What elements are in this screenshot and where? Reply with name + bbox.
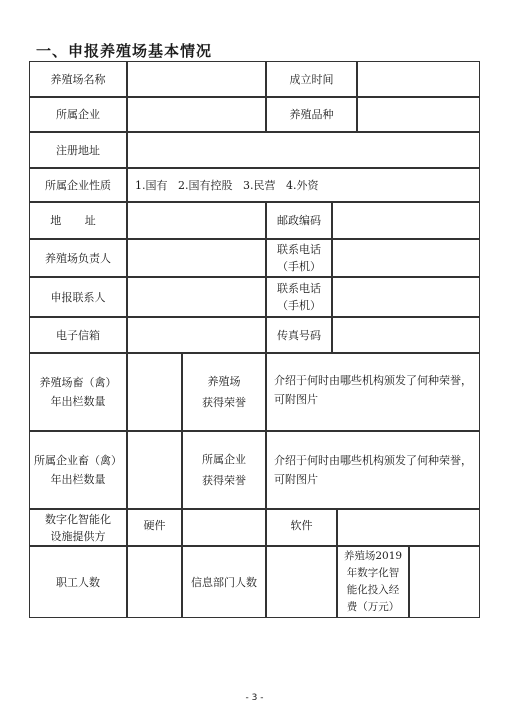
- investment-label: 养殖场2019 年数字化智 能化投入经 费（万元）: [337, 546, 409, 618]
- manager-label: 养殖场负责人: [29, 239, 127, 277]
- section-heading: 一、申报养殖场基本情况: [36, 42, 213, 60]
- staff-label: 职工人数: [29, 546, 127, 618]
- manager-field[interactable]: [127, 239, 266, 277]
- fax-field[interactable]: [332, 317, 480, 353]
- phone-field-1[interactable]: [332, 239, 480, 277]
- reg-address-field[interactable]: [127, 132, 480, 168]
- company-label: 所属企业: [29, 97, 127, 132]
- company-nature-label: 所属企业性质: [29, 168, 127, 202]
- digital-provider-label: 数字化智能化 设施提供方: [29, 509, 127, 546]
- established-label: 成立时间: [266, 61, 357, 97]
- company-honor-label: 所属企业 获得荣誉: [182, 431, 266, 509]
- company-nature-options[interactable]: 1.国有 2.国有控股 3.民营 4.外资: [127, 168, 480, 202]
- contact-label: 申报联系人: [29, 277, 127, 317]
- phone-field-2[interactable]: [332, 277, 480, 317]
- company-field[interactable]: [127, 97, 266, 132]
- farm-livestock-label: 养殖场畜（禽） 年出栏数量: [29, 353, 127, 431]
- breed-field[interactable]: [357, 97, 480, 132]
- farm-honor-label: 养殖场 获得荣誉: [182, 353, 266, 431]
- software-field[interactable]: [337, 509, 480, 546]
- farm-name-label: 养殖场名称: [29, 61, 127, 97]
- it-staff-label: 信息部门人数: [182, 546, 266, 618]
- it-staff-field[interactable]: [266, 546, 337, 618]
- fax-label: 传真号码: [266, 317, 332, 353]
- investment-field[interactable]: [409, 546, 480, 618]
- postcode-label: 邮政编码: [266, 202, 332, 239]
- staff-field[interactable]: [127, 546, 182, 618]
- page-number: - 3 -: [245, 693, 264, 703]
- email-label: 电子信箱: [29, 317, 127, 353]
- breed-label: 养殖品种: [266, 97, 357, 132]
- hardware-field[interactable]: [182, 509, 266, 546]
- address-field[interactable]: [127, 202, 266, 239]
- email-field[interactable]: [127, 317, 266, 353]
- farm-honor-field[interactable]: 介绍于何时由哪些机构颁发了何种荣誉，可附图片: [266, 353, 480, 431]
- phone-label-2: 联系电话 （手机）: [266, 277, 332, 317]
- hardware-label: 硬件: [127, 509, 182, 546]
- company-honor-field[interactable]: 介绍于何时由哪些机构颁发了何种荣誉，可附图片: [266, 431, 480, 509]
- contact-field[interactable]: [127, 277, 266, 317]
- postcode-field[interactable]: [332, 202, 480, 239]
- reg-address-label: 注册地址: [29, 132, 127, 168]
- company-livestock-field[interactable]: [127, 431, 182, 509]
- farm-livestock-field[interactable]: [127, 353, 182, 431]
- address-label: 地 址: [29, 202, 127, 239]
- software-label: 软件: [266, 509, 337, 546]
- company-livestock-label: 所属企业畜（禽） 年出栏数量: [29, 431, 127, 509]
- established-field[interactable]: [357, 61, 480, 97]
- farm-name-field[interactable]: [127, 61, 266, 97]
- phone-label-1: 联系电话 （手机）: [266, 239, 332, 277]
